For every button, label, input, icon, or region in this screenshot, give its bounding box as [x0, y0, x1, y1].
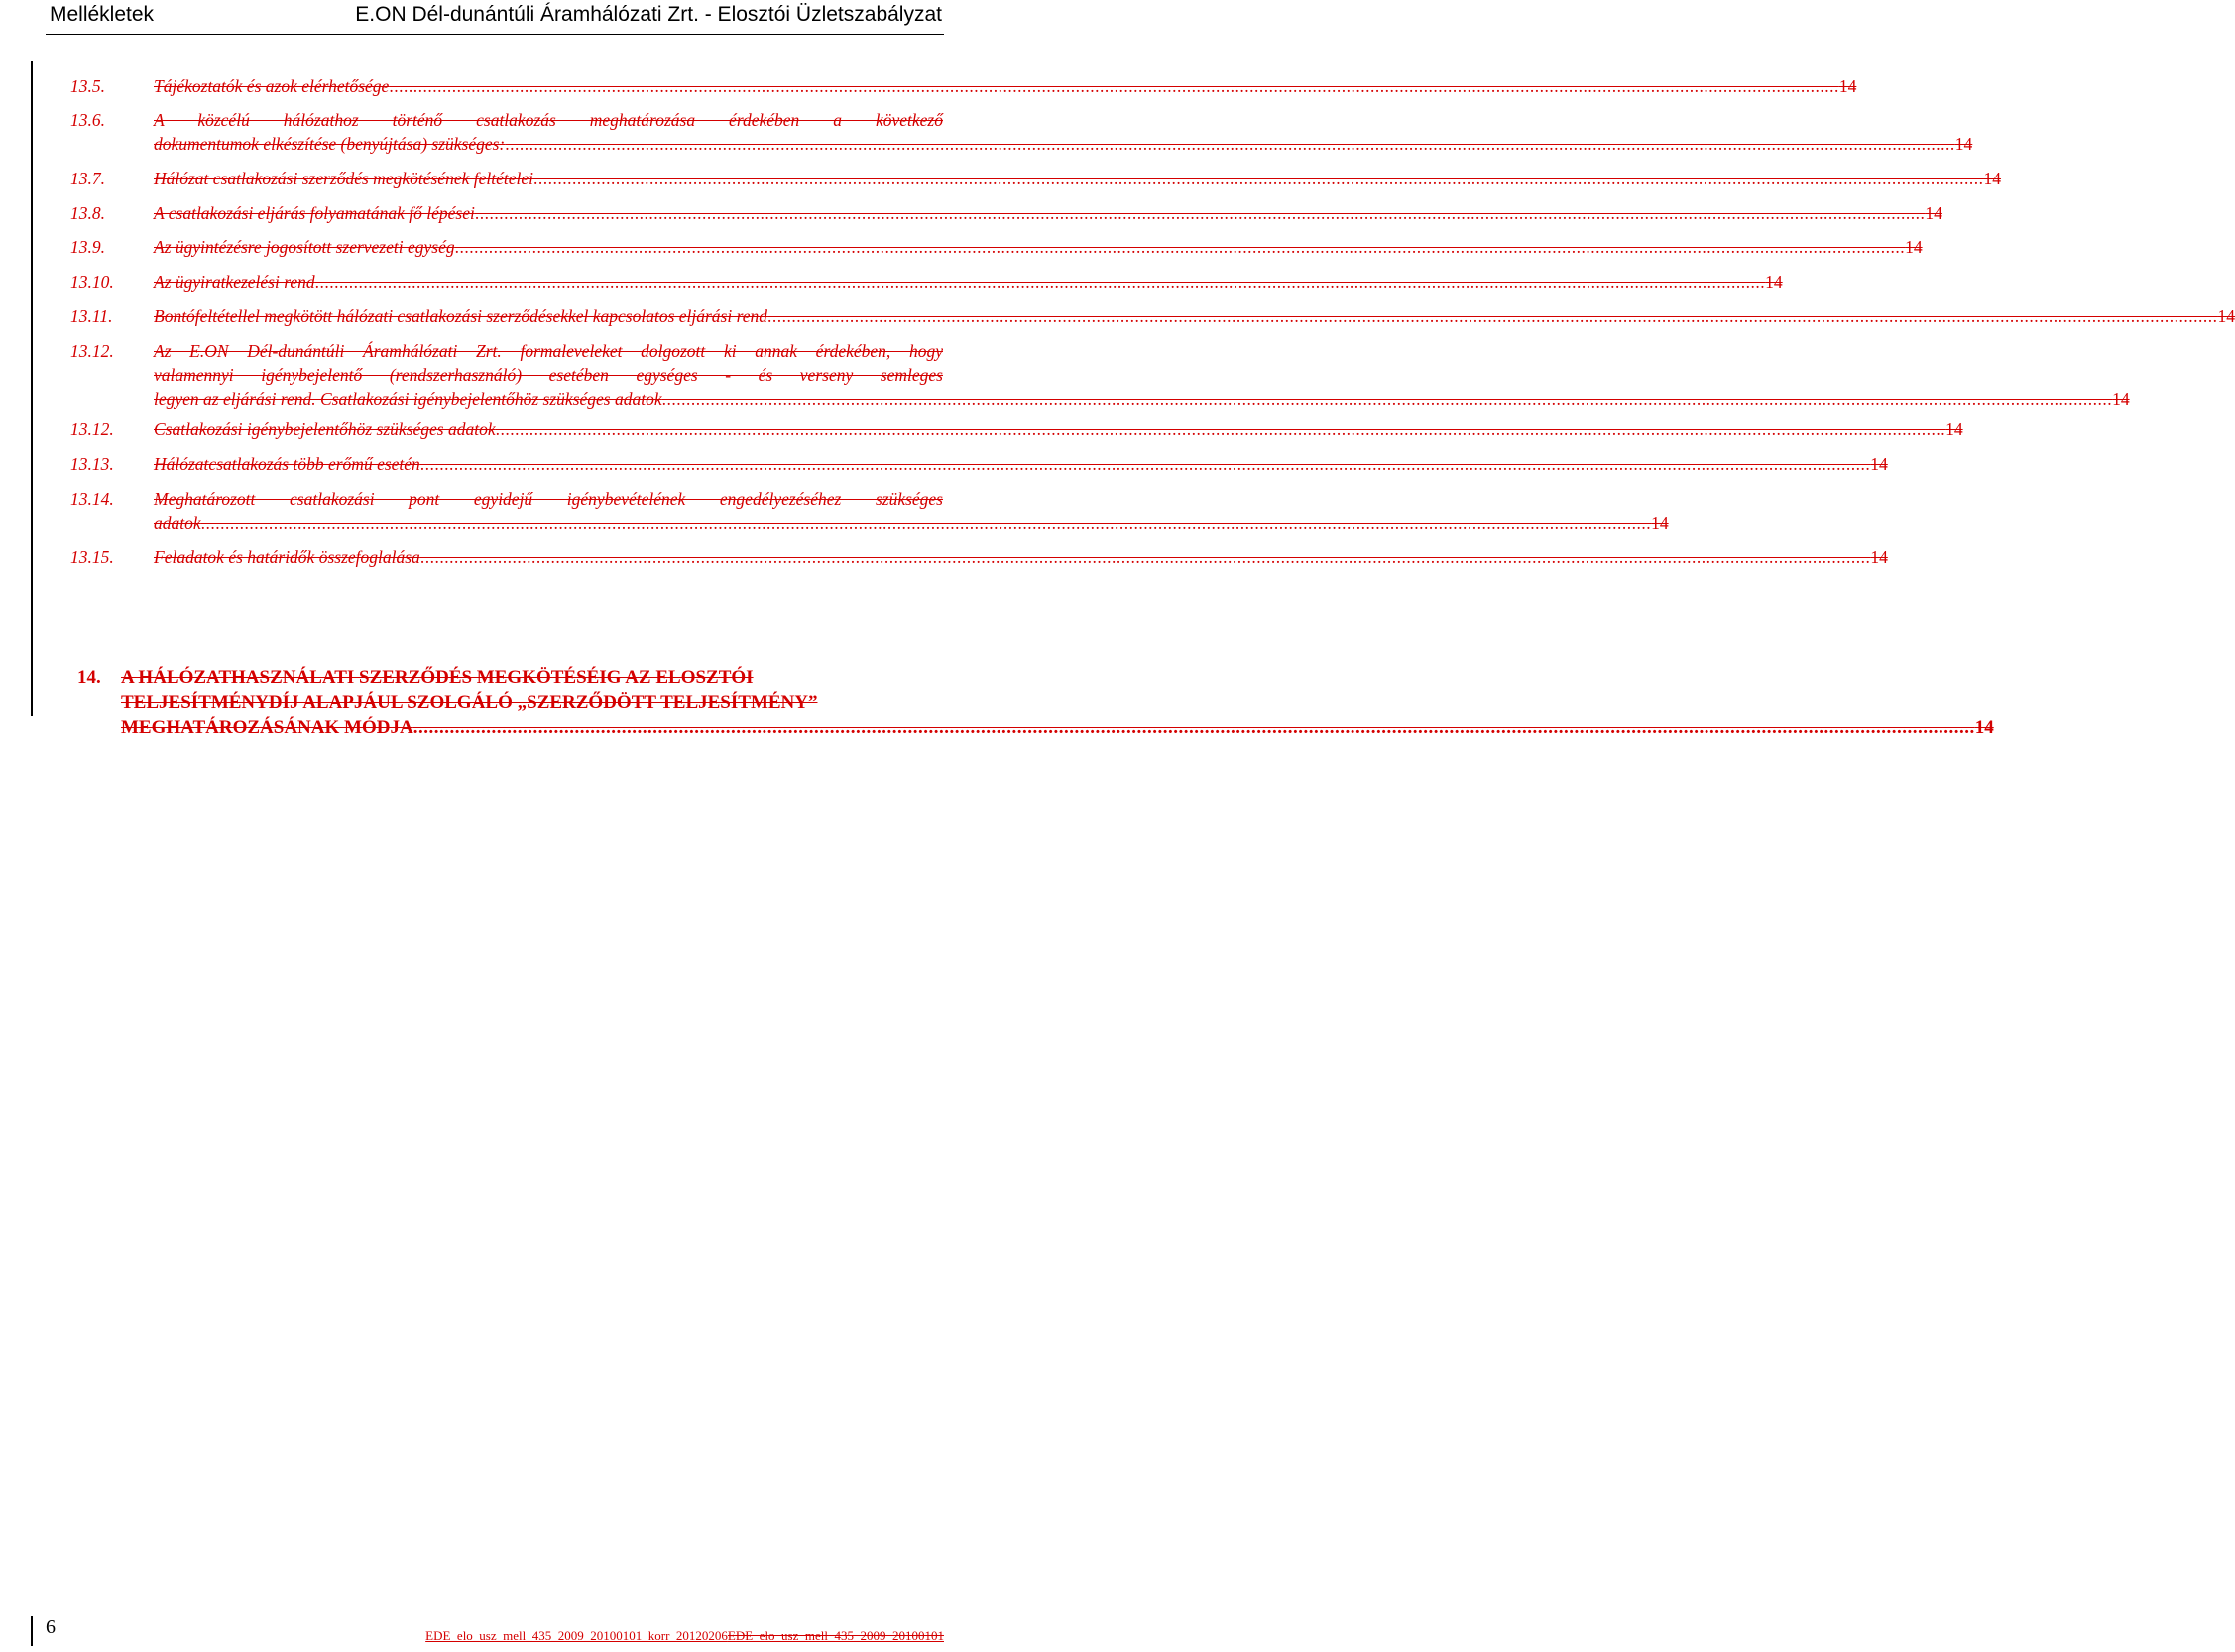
toc-main-page: 14	[1974, 717, 1994, 738]
toc-dot-leader: ............................................................................................................................................................................................................................................................................................................	[419, 547, 1871, 567]
toc-dot-leader: ............................................................................................................................................................................................................................................................................................................	[454, 237, 1906, 257]
toc-entry-page: 14	[2217, 306, 2235, 326]
toc-entry-number: 13.12.	[70, 341, 114, 361]
toc-main-entry[interactable]	[70, 665, 1994, 740]
toc-entry-text-line: Az E.ON Dél-dunántúli Áramhálózati Zrt. formaleveleket dolgozott ki annak érdekében, hogy	[154, 341, 943, 361]
footer-filename-inserted: EDE_elo_usz_mell_435_2009_20100101_korr_20120206	[425, 1628, 728, 1643]
toc-entry-page: 14	[1870, 454, 1888, 474]
revision-change-bar-footer	[31, 1616, 33, 1646]
footer-filename-deleted: EDE_elo_usz_mell_435_2009_20100101	[727, 1628, 944, 1643]
toc-entry[interactable]	[70, 167, 2001, 190]
toc-entry-text: Hálózatcsatlakozás több erőmű esetén	[154, 454, 420, 474]
toc-dot-leader: ............................................................................................................................................................................................................................................................................................................	[419, 454, 1871, 474]
toc-entry-number: 13.5.	[70, 76, 105, 96]
toc-dot-leader: ............................................................................................................................................................................................................................................................................................................	[767, 306, 2218, 326]
toc-main-text: TELJESÍTMÉNYDÍJ ALAPJÁUL SZOLGÁLÓ „SZERZŐDÖTT TELJESÍTMÉNY”	[121, 692, 818, 713]
toc-entry-number: 13.14.	[70, 489, 114, 509]
toc-entry-page: 14	[1870, 547, 1888, 567]
toc-entry-text: Hálózat csatlakozási szerződés megkötésének feltételei	[154, 169, 533, 188]
toc-entry-text: legyen az eljárási rend. Csatlakozási igénybejelentőhöz szükséges adatok	[154, 389, 662, 409]
toc-entry-number: 13.7.	[70, 169, 105, 188]
toc-dot-leader: ............................................................................................................................................................................................................................................................................................................	[200, 513, 1652, 532]
toc-entry-page: 14	[1651, 513, 1669, 532]
toc-entry-text-line: valamennyi igénybejelentő (rendszerhasználó) esetében egységes - és verseny semleges	[154, 365, 943, 385]
toc-entry-number: 13.11.	[70, 306, 113, 326]
toc-entry-text: Csatlakozási igénybejelentőhöz szükséges adatok	[154, 419, 496, 439]
page-header	[46, 0, 944, 35]
toc-entry-page: 14	[1905, 237, 1923, 257]
toc-main-number: 14.	[77, 667, 101, 688]
toc-dot-leader: ............................................................................................................................................................................................................................................................................................................	[661, 389, 2113, 409]
toc-entry-page: 14	[1945, 419, 1963, 439]
footer-filename	[425, 1628, 944, 1644]
toc-entry[interactable]	[70, 270, 1783, 294]
toc-entry[interactable]	[70, 201, 1942, 225]
toc-dot-leader: ............................................................................................................................................................................................................................................................................................................	[389, 76, 1839, 96]
toc-entry-number: 13.15.	[70, 547, 114, 567]
toc-entry-number: 13.8.	[70, 203, 105, 223]
toc-entry-page: 14	[1765, 272, 1783, 292]
toc-entry-text-line: Meghatározott csatlakozási pont egyidejű igénybevételének engedélyezéséhez szükséges	[154, 489, 943, 509]
toc-entry-page: 14	[2112, 389, 2130, 409]
toc-dot-leader: ............................................................................................................................................................................................................................................................................................................	[314, 272, 1766, 292]
toc-entry-text: Az ügyintézésre jogosított szervezeti egység	[154, 237, 455, 257]
toc-dot-leader: ............................................................................................................................................................................................................................................................................................................	[505, 134, 1955, 154]
toc-entry-text: Tájékoztatók és azok elérhetősége	[154, 76, 390, 96]
toc-entry-number: 13.13.	[70, 454, 114, 474]
revision-change-bar	[31, 61, 33, 716]
toc-main-text: A HÁLÓZATHASZNÁLATI SZERZŐDÉS MEGKÖTÉSÉIG AZ ELOSZTÓI	[121, 667, 754, 688]
toc-entry-text: Feladatok és határidők összefoglalása	[154, 547, 420, 567]
toc-entry-number: 13.6.	[70, 110, 105, 130]
toc-main-text: MEGHATÁROZÁSÁNAK MÓDJA	[121, 717, 413, 738]
toc-entry-page: 14	[1925, 203, 1942, 223]
toc-entry-page: 14	[1838, 76, 1857, 96]
page-number: 6	[46, 1616, 56, 1638]
header-left-title: Mellékletek	[50, 3, 155, 26]
toc-entry-text: Bontófeltétellel megkötött hálózati csatlakozási szerződésekkel kapcsolatos eljárási rend	[154, 306, 768, 326]
toc-entry[interactable]	[70, 417, 1963, 441]
toc-entry-text: Az ügyiratkezelési rend	[154, 272, 315, 292]
toc-entry-number: 13.12.	[70, 419, 114, 439]
toc-entry[interactable]	[70, 487, 1669, 534]
toc-entry-text: A csatlakozási eljárás folyamatának fő lépései	[154, 203, 475, 223]
toc-entry-text: dokumentumok elkészítése (benyújtása) szükséges:	[154, 134, 506, 154]
toc-entry[interactable]	[70, 304, 2235, 328]
toc-entry-number: 13.10.	[70, 272, 114, 292]
toc-entry-text-line: A közcélú hálózathoz történő csatlakozás meghatározása érdekében a következő	[154, 110, 943, 130]
toc-entry[interactable]	[70, 339, 2130, 411]
toc-entry[interactable]	[70, 545, 1888, 569]
toc-entry[interactable]	[70, 74, 1857, 98]
toc-entry[interactable]	[70, 452, 1888, 476]
toc-entry-page: 14	[1983, 169, 2001, 188]
toc-dot-leader: ............................................................................................................................................................................................................................................................................................................	[412, 717, 1975, 738]
toc-entry[interactable]	[70, 235, 1923, 259]
toc-dot-leader: ............................................................................................................................................................................................................................................................................................................	[474, 203, 1926, 223]
toc-entry[interactable]	[70, 108, 1973, 156]
toc-dot-leader: ............................................................................................................................................................................................................................................................................................................	[495, 419, 1946, 439]
toc-entry-text: adatok	[154, 513, 201, 532]
toc-entry-page: 14	[1954, 134, 1973, 154]
toc-dot-leader: ............................................................................................................................................................................................................................................................................................................	[532, 169, 1984, 188]
toc-entry-number: 13.9.	[70, 237, 105, 257]
header-right-title: E.ON Dél-dunántúli Áramhálózati Zrt. - Elosztói Üzletszabályzat	[355, 3, 942, 26]
